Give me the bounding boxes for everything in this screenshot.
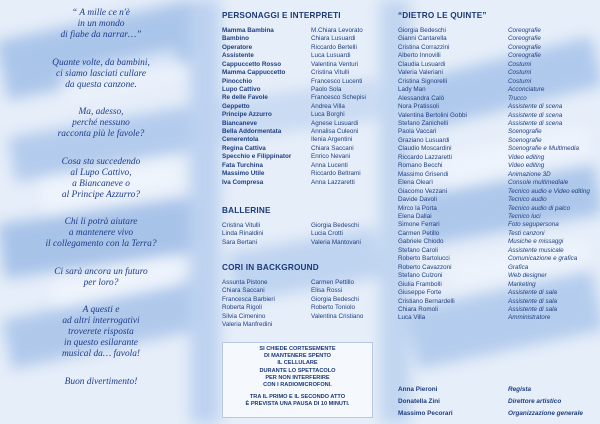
crew-row xyxy=(398,179,590,187)
crew-row xyxy=(398,145,590,153)
performer-name: Francesca Barbieri xyxy=(222,295,275,303)
cast-row xyxy=(222,78,366,86)
performer-name: Valeria Mantovani xyxy=(311,238,361,246)
performer-name: Agnese Lusuardi xyxy=(311,119,359,127)
performer-name: Riccardo Bertelli xyxy=(311,43,357,51)
performer-name: Riccardo Beltrami xyxy=(311,170,361,178)
ballerine-heading: BALLERINE xyxy=(222,206,271,215)
crew-role: Assistente di sala xyxy=(508,289,558,297)
crew-role: Assistente musicale xyxy=(508,246,564,254)
crew-name: Roberto Cavazzoni xyxy=(398,263,452,271)
cast-row xyxy=(222,120,366,128)
cast-row xyxy=(222,27,366,35)
cast-row xyxy=(222,103,366,111)
crew-name: Giacomo Vezzani xyxy=(398,187,448,195)
lead-role: Regista xyxy=(508,386,532,393)
phone-notice-box xyxy=(222,342,373,418)
cast-row xyxy=(222,170,366,178)
lead-row xyxy=(398,384,583,396)
crew-role: Assistente di scena xyxy=(508,103,563,111)
poem-stanza xyxy=(22,157,180,201)
crew-role: Assistente di scena xyxy=(508,111,563,119)
cast-row xyxy=(222,86,366,94)
crew-role: Coreografie xyxy=(508,27,541,34)
performer-name: Chiara Saccani xyxy=(311,144,354,152)
poem-stanza xyxy=(22,107,180,140)
crew-role: Grafica xyxy=(508,263,529,271)
poem-line: ad altri interrogativi xyxy=(62,316,140,326)
poem-stanza xyxy=(22,217,180,250)
cast-row xyxy=(222,145,366,153)
crew-name: Elena Dallai xyxy=(398,212,432,220)
performer-name: Elisa Rossi xyxy=(311,287,343,295)
crew-name: Alessandra Calò xyxy=(398,94,445,102)
crew-role: Tecnico audio xyxy=(508,196,547,204)
crew-role: Costumi xyxy=(508,77,532,85)
cast-row xyxy=(222,44,366,52)
performer-name: Cristina Vitulli xyxy=(222,222,261,229)
performer-name: Giorgia Bedeschi xyxy=(311,222,359,229)
crew-row xyxy=(398,78,590,86)
performer-name: Enrico Nevani xyxy=(311,153,351,161)
crew-name: Cristina Corrazzini xyxy=(398,43,450,51)
crew-role: Video editing xyxy=(508,153,545,161)
character-name: Geppetto xyxy=(222,102,250,110)
crew-row xyxy=(398,112,590,120)
crew-role: Scenografie xyxy=(508,128,542,136)
character-name: Mamma Cappuccetto xyxy=(222,69,286,77)
poem-line: per loro? xyxy=(83,277,119,288)
crew-role: Assistente di sala xyxy=(508,297,558,305)
notice-line: IL CELLULARE xyxy=(277,360,318,367)
crew-role: Costumi xyxy=(508,60,532,68)
notice-line: TRA IL PRIMO E IL SECONDO ATTO xyxy=(249,394,346,401)
crew-role: Web designer xyxy=(508,272,547,280)
crew-name: Luca Villa xyxy=(398,314,426,322)
character-name: Fata Turchina xyxy=(222,161,263,169)
cast-row xyxy=(222,111,366,119)
crew-name: Stefano Culzoni xyxy=(398,272,443,280)
poem-line: Ci sarà ancora un futuro xyxy=(54,266,148,277)
crew-name: Paola Vaccari xyxy=(398,128,437,136)
poem-stanza xyxy=(22,8,180,41)
lead-role: Direttore artistico xyxy=(508,398,562,405)
poem-line: Cosa sta succedendo xyxy=(61,156,141,167)
crew-role: Comunicazione e grafica xyxy=(508,255,578,263)
crew-row xyxy=(398,272,590,280)
crew-row xyxy=(398,281,590,289)
cori-heading: CORI IN BACKGROUND xyxy=(222,263,319,272)
lead-name: Anna Pieroni xyxy=(398,386,438,393)
poem-line: a mantenere vivo xyxy=(68,228,134,238)
crew-row xyxy=(398,196,590,204)
crew-row xyxy=(398,162,590,170)
crew-name: Claudio Moscardini xyxy=(398,145,452,153)
cast-row xyxy=(222,136,366,144)
character-name: Specchio e Filippinator xyxy=(222,153,292,161)
poem-stanza xyxy=(22,305,180,360)
crew-name: Stefano Caroli xyxy=(398,246,438,254)
performer-name: Carmen Pettillo xyxy=(311,279,355,286)
poem-line: il collegamento con la Terra? xyxy=(45,239,157,249)
performer-name: Luca Lusuardi xyxy=(311,52,351,60)
performer-name: Valentina Venturi xyxy=(311,60,359,68)
lead-row xyxy=(398,396,583,408)
notice-line: DI MANTENERE SPENTO xyxy=(263,353,332,360)
crew-name: Carmen Petillo xyxy=(398,229,440,237)
crew-role: Tecnico audio di palco xyxy=(508,204,571,212)
crew-role: Tecnico audio e Video editing xyxy=(508,187,590,195)
performer-name: Sara Bertani xyxy=(222,238,258,246)
poem-line: Quante volte, da bambini, xyxy=(52,57,150,68)
crew-name: Gianni Cantarella xyxy=(398,35,447,43)
performer-name: Ilenia Argentini xyxy=(311,136,353,144)
lead-credits xyxy=(398,384,583,420)
cast-row xyxy=(222,52,366,60)
crew-name: Romano Becchi xyxy=(398,162,443,170)
crew-row xyxy=(398,69,590,77)
intro-poem xyxy=(22,8,180,404)
notice-line: CON I RADIOMICROFONI. xyxy=(263,382,332,389)
crew-row xyxy=(398,103,590,111)
performer-name: Roberta Rigoli xyxy=(222,304,262,312)
performer-name: Anna Lazzaretti xyxy=(311,178,355,186)
poem-line: in un mondo xyxy=(77,19,125,29)
crew-row xyxy=(398,238,590,246)
cast-row xyxy=(222,153,366,161)
crew-row xyxy=(398,221,590,229)
poem-line: musical da… favola! xyxy=(61,349,141,359)
crew-row xyxy=(398,205,590,213)
crew-name: Valentina Bertolini Gobbi xyxy=(398,111,467,119)
crew-name: Cristina Signorelli xyxy=(398,77,447,85)
crew-row xyxy=(398,86,590,94)
crew-name: Lady Man xyxy=(398,86,426,94)
character-name: Biancaneve xyxy=(222,119,258,127)
performer-name: Giorgia Bedeschi xyxy=(311,295,359,303)
crew-name: Mirco la Porta xyxy=(398,204,437,212)
character-name: Cappuccetto Rosso xyxy=(222,60,282,68)
performer-name: Assunta Pistone xyxy=(222,279,268,286)
crew-role: Animazione 3D xyxy=(508,170,551,178)
crew-role: Tecnico luci xyxy=(508,212,541,220)
performer-name: Chiara Saccani xyxy=(222,287,265,295)
character-name: Cenerentola xyxy=(222,136,259,144)
cast-row xyxy=(222,94,366,102)
crew-name: Claudia Lusuardi xyxy=(398,60,446,68)
performer-name: Lucia Crotti xyxy=(311,230,343,238)
poem-line: troverete risposta xyxy=(68,327,134,337)
poem-stanza xyxy=(22,58,180,91)
crew-row xyxy=(398,289,590,297)
crew-row xyxy=(398,154,590,162)
cast-heading: PERSONAGGI E INTERPRETI xyxy=(222,11,341,20)
notice-line: DURANTE LO SPETTACOLO xyxy=(259,367,336,374)
crew-row xyxy=(398,247,590,255)
crew-list xyxy=(398,27,590,323)
poem-line: racconta più le favole? xyxy=(57,129,145,139)
cast-list xyxy=(222,27,366,187)
poem-line: al Principe Azzurro? xyxy=(61,189,141,200)
crew-row xyxy=(398,298,590,306)
character-name: Operatore xyxy=(222,43,253,51)
cori-list xyxy=(222,279,400,330)
notice-line: SI CHIEDE CORTESEMENTE xyxy=(259,346,336,352)
poem-line: a Biancaneve o xyxy=(72,178,130,189)
poem-stanza xyxy=(22,267,180,289)
crew-name: Giulia Frambolli xyxy=(398,280,442,288)
crew-row xyxy=(398,306,590,314)
crew-name: Stefano Zanichelli xyxy=(398,119,449,127)
crew-name: Giorgia Bedeschi xyxy=(398,27,446,34)
ballerine-list xyxy=(222,222,400,247)
performer-name: Silvia Cimenino xyxy=(222,312,266,320)
character-name: Lupo Cattivo xyxy=(222,85,261,93)
crew-role: Console multimediale xyxy=(508,179,569,187)
crew-row xyxy=(398,120,590,128)
crew-name: Graziano Lusuardi xyxy=(398,136,450,144)
poem-line: al Lupo Cattivo, xyxy=(70,167,132,178)
performer-name: Linda Rinaldini xyxy=(222,230,264,238)
crew-row xyxy=(398,171,590,179)
lead-name: Massimo Pecorari xyxy=(398,410,453,417)
crew-role: Amministratore xyxy=(508,314,551,322)
poem-line: A questi e xyxy=(82,305,120,315)
notice-line: È PREVISTA UNA PAUSA DI 10 MINUTI. xyxy=(245,401,350,408)
cast-row xyxy=(222,128,366,136)
cast-row xyxy=(222,61,366,69)
crew-role: Scenografie xyxy=(508,136,542,144)
crew-name: Valeria Valeriani xyxy=(398,69,443,77)
character-name: Re delle Favole xyxy=(222,94,268,102)
crew-row xyxy=(398,264,590,272)
poem-line: Chi li potrà aiutare xyxy=(64,217,138,227)
poem-line: di fiabe da narrar…” xyxy=(60,30,142,40)
crew-row xyxy=(398,35,590,43)
crew-role: Coreografie xyxy=(508,43,541,51)
performer-name: Valeria Manfredini xyxy=(222,321,273,329)
poem-line: ci siamo lasciati cullare xyxy=(55,68,146,79)
crew-name: Simone Ferrari xyxy=(398,221,440,229)
character-name: Assistente xyxy=(222,52,254,60)
poem-stanza xyxy=(22,377,180,388)
performer-name: Luca Borghi xyxy=(311,111,345,119)
crew-name: Cristiano Bernardelli xyxy=(398,297,455,305)
crew-role: Foto segupersona xyxy=(508,221,559,229)
character-name: Bella Addormentata xyxy=(222,128,282,136)
crew-role: Assistente di scena xyxy=(508,119,563,127)
lead-row xyxy=(398,408,583,420)
cast-row xyxy=(222,69,366,77)
character-name: Mamma Bambina xyxy=(222,27,274,34)
character-name: Bambino xyxy=(222,35,249,43)
crew-name: Roberto Bartolucci xyxy=(398,255,450,263)
crew-role: Testi canzoni xyxy=(508,229,545,237)
crew-row xyxy=(398,128,590,136)
poem-line: in questo esilarante xyxy=(64,338,138,348)
poem-line: “ A mille ce n'è xyxy=(72,8,130,18)
performer-name: Valentina Cristiano xyxy=(311,312,364,320)
character-name: Principe Azzurro xyxy=(222,111,272,119)
crew-role: Trucco xyxy=(508,94,527,102)
character-name: Massimo Utile xyxy=(222,170,265,178)
crew-role: Musiche e missaggi xyxy=(508,238,564,246)
performer-name: Anna Lucenti xyxy=(311,161,348,169)
performer-name: Roberto Toniolo xyxy=(311,304,355,312)
lead-role: Organizzazione generale xyxy=(508,410,583,417)
performer-name: M.Chiara Levorato xyxy=(311,27,363,34)
crew-row xyxy=(398,137,590,145)
crew-row xyxy=(398,44,590,52)
crew-role: Coreografie xyxy=(508,52,541,60)
poem-line: Ma, adesso, xyxy=(78,107,124,117)
crew-role: Scenografie e Multimedia xyxy=(508,145,580,153)
crew-row xyxy=(398,188,590,196)
notice-line: PER NON INTERFERIRE xyxy=(265,374,330,381)
crew-name: Davide Davoli xyxy=(398,196,437,204)
performer-name: Francesco Schepisi xyxy=(311,94,366,102)
performer-name: Cristina Vitulli xyxy=(311,69,350,77)
cast-row xyxy=(222,179,366,187)
crew-role: Costumi xyxy=(508,69,532,77)
crew-role: Video editing xyxy=(508,162,545,170)
performer-name: Francesco Lucenti xyxy=(311,77,363,85)
crew-name: Gabriele Chiodo xyxy=(398,238,444,246)
crew-row xyxy=(398,314,590,322)
crew-name: Massimo Grisendi xyxy=(398,170,449,178)
poem-line: Buon divertimento! xyxy=(64,376,138,387)
crew-row xyxy=(398,52,590,60)
cast-row xyxy=(222,35,366,43)
character-name: Iva Compresa xyxy=(222,178,264,186)
crew-row xyxy=(398,255,590,263)
crew-name: Alberto Innovilli xyxy=(398,52,441,60)
lead-name: Donatella Zini xyxy=(398,398,440,405)
crew-row xyxy=(398,230,590,238)
character-name: Pinocchio xyxy=(222,77,253,85)
crew-row xyxy=(398,61,590,69)
poem-line: perché nessuno xyxy=(72,118,130,128)
crew-row xyxy=(398,27,590,35)
crew-row xyxy=(398,213,590,221)
crew-name: Riccardo Lazzaretti xyxy=(398,153,452,161)
crew-heading: “DIETRO LE QUINTE” xyxy=(398,11,487,20)
performer-name: Paolo Sola xyxy=(311,85,342,93)
crew-role: Marketing xyxy=(508,280,536,288)
character-name: Regina Cattiva xyxy=(222,144,266,152)
poem-line: da questa canzone. xyxy=(65,79,137,90)
performer-name: Annalisa Culeoni xyxy=(311,128,359,136)
crew-name: Chiara Romoli xyxy=(398,305,438,313)
crew-row xyxy=(398,95,590,103)
performer-name: Andrea Villa xyxy=(311,102,345,110)
crew-role: Assistente di sala xyxy=(508,305,558,313)
cast-row xyxy=(222,162,366,170)
crew-name: Nora Pratissoli xyxy=(398,103,439,111)
performer-name: Chiara Lusuardi xyxy=(311,35,356,43)
crew-role: Coreografie xyxy=(508,35,541,43)
crew-role: Acconciature xyxy=(508,86,545,94)
crew-name: Giuseppe Forte xyxy=(398,289,442,297)
crew-name: Elena Olearì xyxy=(398,179,434,187)
